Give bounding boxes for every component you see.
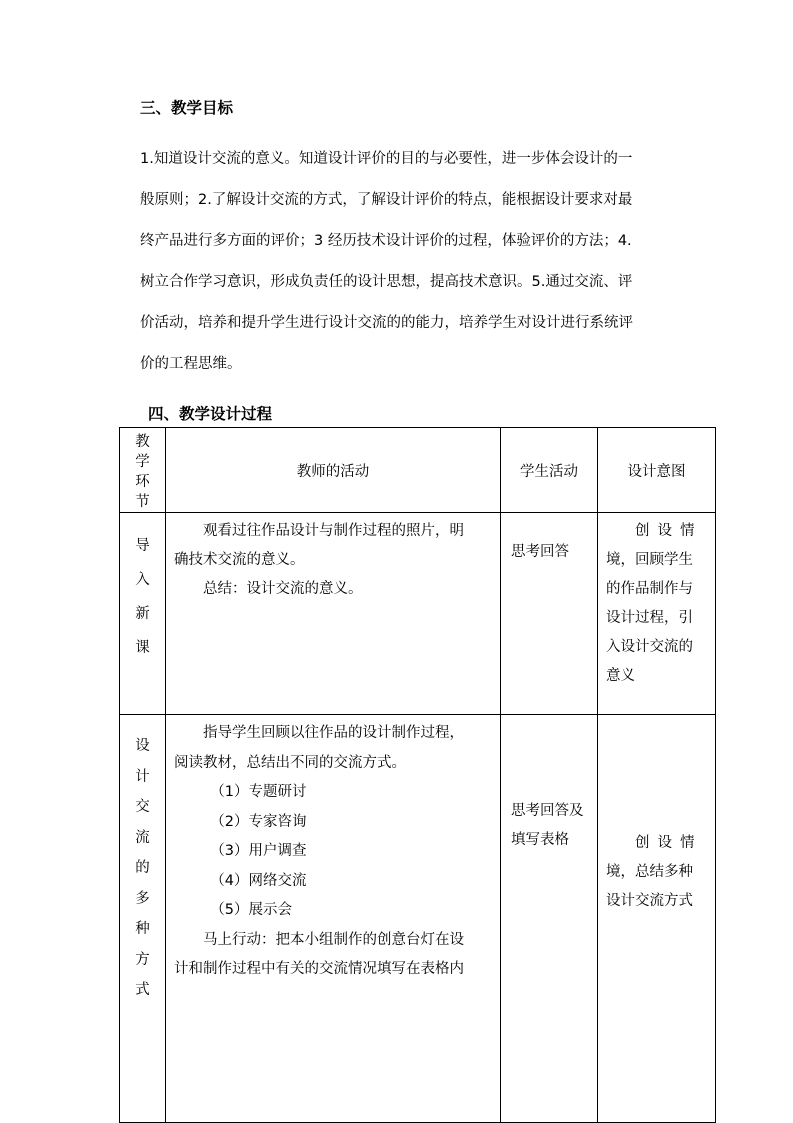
goal-line: 般原则；2.了解设计交流的方式，了解设计评价的特点，能根据设计要求对最: [140, 192, 633, 208]
section-title-teaching-goals: 三、教学目标: [140, 99, 234, 117]
table-row: [120, 513, 716, 715]
header-teacher-activity: 教师的活动: [166, 428, 501, 513]
table-header-row: [120, 428, 716, 513]
teaching-goals-paragraph: [140, 139, 700, 385]
goal-line: 树立合作学习意识，形成负责任的设计思想，提高技术意识。5.通过交流、评: [140, 274, 633, 290]
goal-line: 价的工程思维。: [140, 356, 242, 372]
stage-cell: 设 计 交 流 的 多 种 方 式: [120, 715, 166, 1123]
goal-line: 1.知道设计交流的意义。知道设计评价的目的与必要性，进一步体会设计的一: [140, 151, 633, 167]
table-row: [120, 715, 716, 1123]
design-intent-cell: 创设情 境，总结多种 设计交流方式: [598, 715, 716, 1123]
goal-line: 终产品进行多方面的评价；3 经历技术设计评价的过程，体验评价的方法；4.: [140, 233, 632, 249]
teacher-activity-cell: 观看过往作品设计与制作过程的照片，明 确技术交流的意义。 总结：设计交流的意义。: [166, 513, 501, 715]
header-design-intent: 设计意图: [598, 428, 716, 513]
header-student-activity: 学生活动: [501, 428, 598, 513]
student-activity-cell: 思考回答: [501, 513, 598, 715]
design-intent-cell: 创设情 境，回顾学生 的作品制作与 设计过程，引 入设计交流的 意义: [598, 513, 716, 715]
goal-line: 价活动，培养和提升学生进行设计交流的的能力，培养学生对设计进行系统评: [140, 315, 633, 331]
stage-cell: 导 入 新 课: [120, 513, 166, 715]
teacher-activity-cell: 指导学生回顾以往作品的设计制作过程， 阅读教材，总结出不同的交流方式。 （1）专题研讨 （2）专家咨询 （3）用户调查 （4）网络交流 （5）展示会 马上行动：把本小组制作的创意台灯在设 计和制作过程中有关的交流情况填写在表格内: [166, 715, 501, 1123]
section-title-design-process: 四、教学设计过程: [148, 405, 273, 423]
teaching-process-table: [119, 427, 716, 1123]
header-stage: 教 学 环 节: [120, 428, 166, 513]
student-activity-cell: 思考回答及 填写表格: [501, 715, 598, 1123]
